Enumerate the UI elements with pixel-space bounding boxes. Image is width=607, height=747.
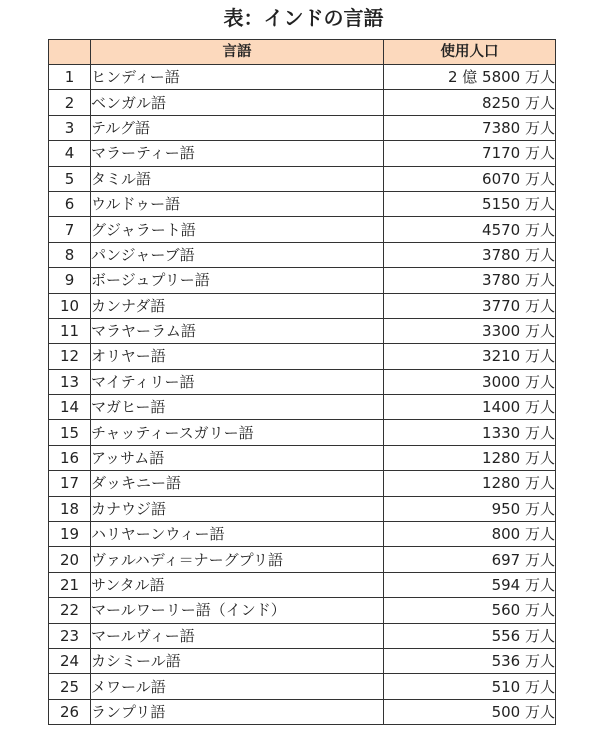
speaker-population: 2 億 5800 万人 <box>384 65 556 90</box>
table-row <box>49 496 556 521</box>
speaker-population: 1280 万人 <box>384 445 556 470</box>
table-row <box>49 395 556 420</box>
language-name: ヴァルハディ＝ナーグプリ語 <box>91 547 384 572</box>
row-number: 9 <box>49 268 91 293</box>
language-name: ヒンディー語 <box>91 65 384 90</box>
table-row <box>49 572 556 597</box>
speaker-population: 1330 万人 <box>384 420 556 445</box>
row-number: 25 <box>49 674 91 699</box>
language-table <box>48 39 556 725</box>
row-number: 18 <box>49 496 91 521</box>
table-row <box>49 471 556 496</box>
language-name: カナウジ語 <box>91 496 384 521</box>
speaker-population: 3780 万人 <box>384 242 556 267</box>
speaker-population: 3780 万人 <box>384 268 556 293</box>
header-population: 使用人口 <box>384 40 556 65</box>
table-body <box>49 65 556 725</box>
speaker-population: 594 万人 <box>384 572 556 597</box>
table-row <box>49 369 556 394</box>
language-name: カシミール語 <box>91 648 384 673</box>
language-name: ハリヤーンウィー語 <box>91 522 384 547</box>
speaker-population: 560 万人 <box>384 598 556 623</box>
language-name: マイティリー語 <box>91 369 384 394</box>
speaker-population: 536 万人 <box>384 648 556 673</box>
language-name: カンナダ語 <box>91 293 384 318</box>
row-number: 20 <box>49 547 91 572</box>
language-name: タミル語 <box>91 166 384 191</box>
speaker-population: 1280 万人 <box>384 471 556 496</box>
table-header-row <box>49 40 556 65</box>
row-number: 1 <box>49 65 91 90</box>
language-name: メワール語 <box>91 674 384 699</box>
speaker-population: 8250 万人 <box>384 90 556 115</box>
table-row <box>49 598 556 623</box>
table-row <box>49 293 556 318</box>
row-number: 14 <box>49 395 91 420</box>
speaker-population: 510 万人 <box>384 674 556 699</box>
row-number: 7 <box>49 217 91 242</box>
row-number: 10 <box>49 293 91 318</box>
table-row <box>49 115 556 140</box>
speaker-population: 1400 万人 <box>384 395 556 420</box>
language-name: アッサム語 <box>91 445 384 470</box>
row-number: 3 <box>49 115 91 140</box>
table-row <box>49 699 556 724</box>
speaker-population: 556 万人 <box>384 623 556 648</box>
page-title: 表：インドの言語 <box>223 6 384 30</box>
language-name: サンタル語 <box>91 572 384 597</box>
row-number: 8 <box>49 242 91 267</box>
speaker-population: 500 万人 <box>384 699 556 724</box>
speaker-population: 3000 万人 <box>384 369 556 394</box>
table-row <box>49 217 556 242</box>
table-row <box>49 648 556 673</box>
speaker-population: 5150 万人 <box>384 191 556 216</box>
table-row <box>49 318 556 343</box>
table-row <box>49 522 556 547</box>
row-number: 4 <box>49 141 91 166</box>
language-name: ランプリ語 <box>91 699 384 724</box>
row-number: 2 <box>49 90 91 115</box>
language-name: ベンガル語 <box>91 90 384 115</box>
row-number: 11 <box>49 318 91 343</box>
language-name: ウルドゥー語 <box>91 191 384 216</box>
row-number: 6 <box>49 191 91 216</box>
table-row <box>49 674 556 699</box>
header-language: 言語 <box>91 40 384 65</box>
speaker-population: 7170 万人 <box>384 141 556 166</box>
table-row <box>49 141 556 166</box>
row-number: 21 <box>49 572 91 597</box>
speaker-population: 3770 万人 <box>384 293 556 318</box>
table-row <box>49 90 556 115</box>
language-name: パンジャーブ語 <box>91 242 384 267</box>
language-name: ダッキニー語 <box>91 471 384 496</box>
speaker-population: 697 万人 <box>384 547 556 572</box>
speaker-population: 3300 万人 <box>384 318 556 343</box>
table-row <box>49 344 556 369</box>
language-name: マールヴィー語 <box>91 623 384 648</box>
speaker-population: 800 万人 <box>384 522 556 547</box>
table-row <box>49 420 556 445</box>
row-number: 19 <box>49 522 91 547</box>
row-number: 15 <box>49 420 91 445</box>
speaker-population: 4570 万人 <box>384 217 556 242</box>
speaker-population: 6070 万人 <box>384 166 556 191</box>
language-name: マラヤーラム語 <box>91 318 384 343</box>
row-number: 26 <box>49 699 91 724</box>
row-number: 22 <box>49 598 91 623</box>
table-row <box>49 623 556 648</box>
language-name: チャッティースガリー語 <box>91 420 384 445</box>
speaker-population: 7380 万人 <box>384 115 556 140</box>
table-row <box>49 547 556 572</box>
header-number <box>49 40 91 65</box>
table-row <box>49 242 556 267</box>
language-name: ボージュプリー語 <box>91 268 384 293</box>
language-name: グジャラート語 <box>91 217 384 242</box>
row-number: 16 <box>49 445 91 470</box>
speaker-population: 950 万人 <box>384 496 556 521</box>
row-number: 17 <box>49 471 91 496</box>
row-number: 12 <box>49 344 91 369</box>
language-name: テルグ語 <box>91 115 384 140</box>
language-name: マールワーリー語（インド） <box>91 598 384 623</box>
table-row <box>49 445 556 470</box>
table-row <box>49 268 556 293</box>
table-row <box>49 65 556 90</box>
table-row <box>49 191 556 216</box>
row-number: 23 <box>49 623 91 648</box>
language-name: マガヒー語 <box>91 395 384 420</box>
language-name: オリヤー語 <box>91 344 384 369</box>
speaker-population: 3210 万人 <box>384 344 556 369</box>
row-number: 5 <box>49 166 91 191</box>
table-row <box>49 166 556 191</box>
language-name: マラーティー語 <box>91 141 384 166</box>
row-number: 13 <box>49 369 91 394</box>
row-number: 24 <box>49 648 91 673</box>
